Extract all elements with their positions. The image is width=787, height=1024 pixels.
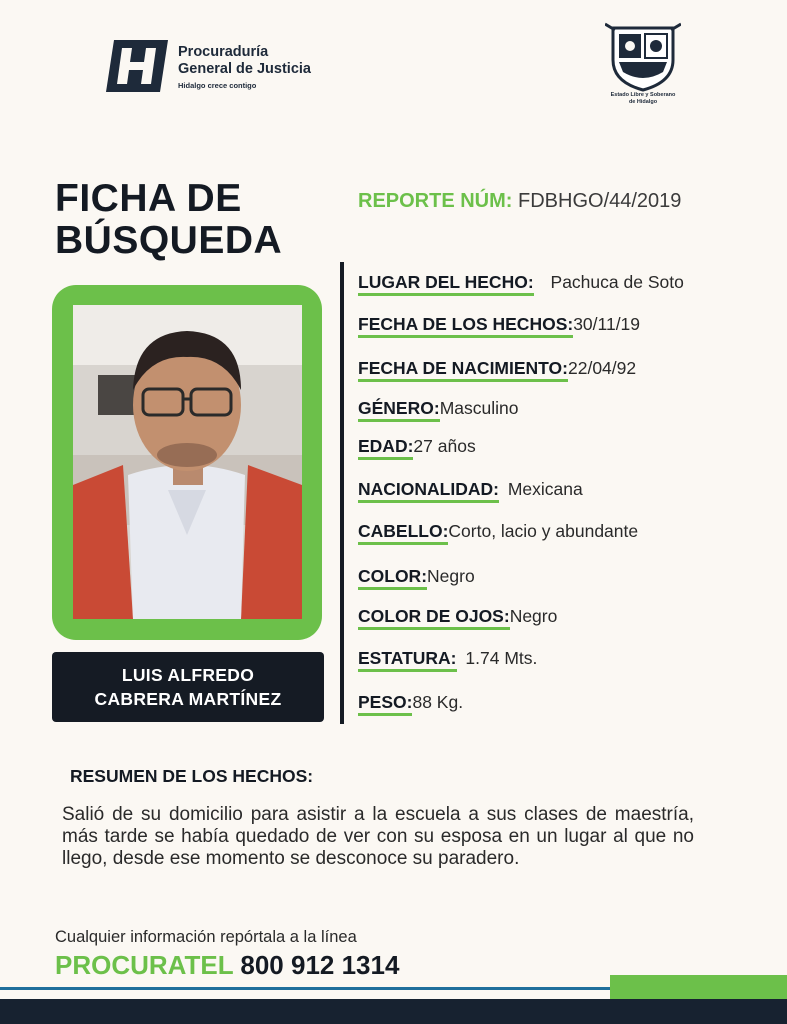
field-label: ESTATURA:: [358, 648, 457, 672]
field-label: COLOR:: [358, 566, 427, 590]
field-label: GÉNERO:: [358, 398, 440, 422]
report-number-block: [358, 190, 681, 213]
missing-person-photo: [73, 305, 302, 619]
field-color: [358, 566, 475, 587]
agency-name-line1: Procuraduría: [178, 44, 269, 60]
contact-line: Cualquier información repórtala a la línea: [55, 928, 357, 946]
field-value: 30/11/19: [573, 314, 641, 334]
field-value: Mexicana: [507, 479, 583, 499]
hotline-brand: PROCURATEL: [55, 950, 234, 980]
hotline: [55, 950, 399, 981]
field-label: FECHA DE NACIMIENTO:: [358, 358, 568, 382]
agency-logo: [106, 40, 336, 95]
field-estatura: [358, 648, 537, 669]
person-name-line1: LUIS ALFREDO: [121, 665, 255, 685]
field-label: FECHA DE LOS HECHOS:: [358, 314, 573, 338]
hotline-phone: 800 912 1314: [240, 950, 400, 980]
footer-bar: [0, 999, 787, 1024]
footer-blue-stripe: [0, 987, 610, 990]
field-label: LUGAR DEL HECHO:: [358, 272, 534, 296]
photo-frame: [52, 285, 322, 640]
summary-text: Salió de su domicilio para asistir a la escuela a sus clases de maestría, más tarde se había quedado de ver con su esposa en un lugar al que no llego, desde ese momento se desconoce su paradero.: [62, 804, 694, 869]
field-value: 1.74 Mts.: [465, 648, 538, 668]
field-value: 27 años: [413, 436, 476, 456]
field-nacionalidad: [358, 479, 583, 500]
field-value: Negro: [427, 566, 475, 586]
field-genero: [358, 398, 518, 419]
field-label: COLOR DE OJOS:: [358, 606, 510, 630]
field-fecha-de-nacimiento: [358, 358, 636, 379]
report-label: REPORTE NÚM:: [358, 190, 513, 212]
field-label: NACIONALIDAD:: [358, 479, 499, 503]
field-label: PESO:: [358, 692, 412, 716]
seal-text-line2: de Hidalgo: [628, 99, 658, 105]
agency-name-line2: General de Justicia: [178, 61, 311, 77]
person-name-line2: CABRERA MARTÍNEZ: [94, 689, 282, 709]
field-cabello: [358, 521, 638, 542]
field-value: Pachuca de Soto: [550, 272, 684, 292]
field-label: EDAD:: [358, 436, 413, 460]
field-value: Corto, lacio y abundante: [448, 521, 639, 541]
field-value: Negro: [509, 606, 558, 626]
field-label: CABELLO:: [358, 521, 448, 545]
agency-tagline: Hidalgo crece contigo: [178, 81, 257, 90]
page-title: [55, 178, 282, 262]
state-coat-of-arms-icon: [605, 20, 681, 92]
vertical-divider: [340, 262, 344, 724]
field-value: 88 Kg.: [412, 692, 464, 712]
field-value: 22/04/92: [568, 358, 637, 378]
person-name-box: [52, 652, 324, 722]
field-peso: [358, 692, 463, 713]
field-fecha-de-los-hechos: [358, 314, 640, 335]
state-seal: [598, 20, 688, 115]
field-color-de-ojos: [358, 606, 557, 627]
seal-text-line1: Estado Libre y Soberano: [610, 92, 676, 98]
page-title-line1: FICHA DE: [55, 177, 242, 220]
field-edad: [358, 436, 476, 457]
field-lugar-del-hecho: [358, 272, 684, 293]
page-title-line2: BÚSQUEDA: [55, 219, 283, 262]
field-value: Masculino: [439, 398, 519, 418]
summary-title: RESUMEN DE LOS HECHOS:: [70, 766, 314, 786]
agency-h-logo-icon: [106, 40, 168, 92]
report-number: FDBHGO/44/2019: [518, 190, 682, 212]
footer-green-block: [610, 975, 787, 999]
